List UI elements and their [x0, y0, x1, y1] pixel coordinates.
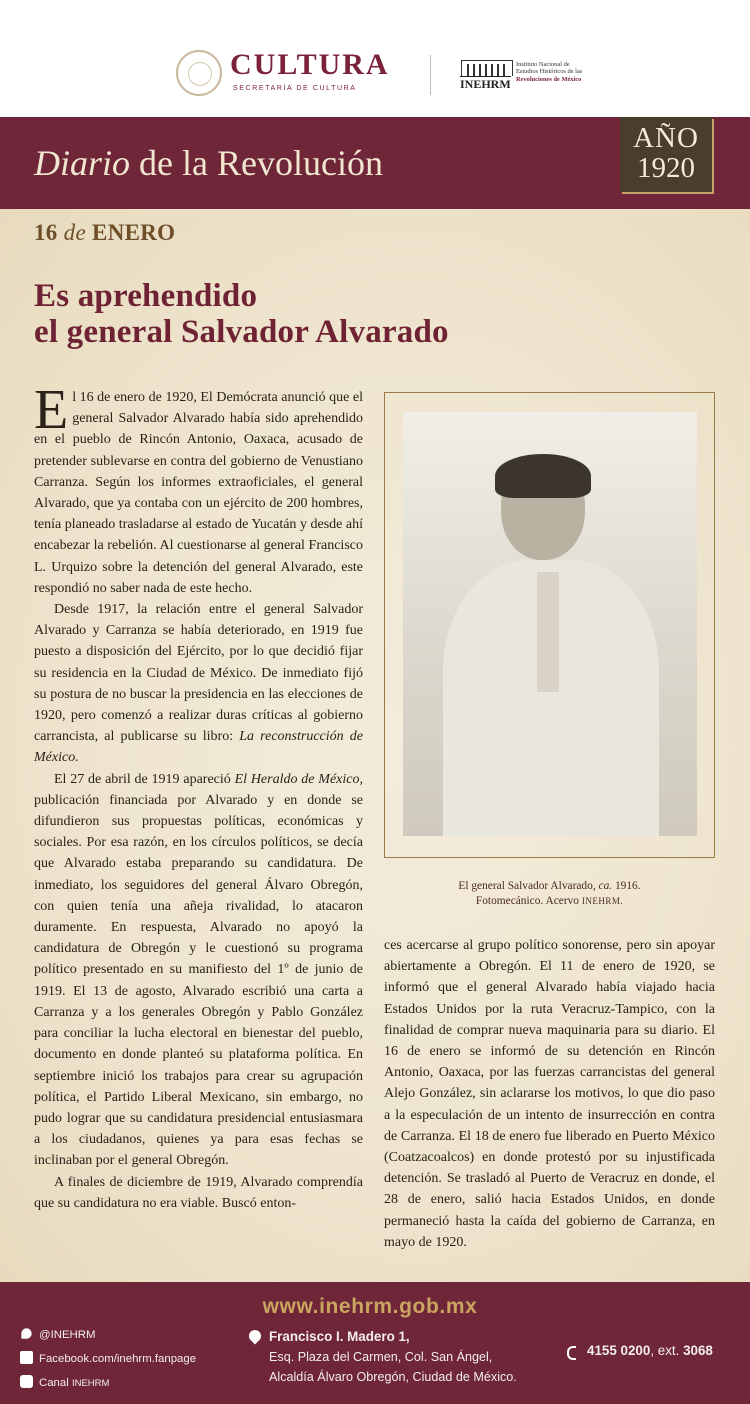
footer [0, 1282, 750, 1404]
address [269, 1327, 517, 1387]
article-column-right [384, 935, 715, 1253]
caption-inehrm: INEHRM. [581, 896, 624, 906]
inehrm-desc-line1: Instituto Nacional de [516, 61, 570, 68]
phone-number[interactable] [587, 1343, 713, 1358]
twitter-handle: @INEHRM [39, 1329, 96, 1341]
date-month: ENERO [92, 220, 176, 245]
address-line2: Esq. Plaza del Carmen, Col. San Ángel, [269, 1350, 493, 1364]
paragraph-1 [34, 379, 363, 599]
date-day: 16 [34, 220, 58, 245]
article-date [34, 220, 175, 246]
paragraph-3-text: publicación financiada por Alvarado y en donde se difundieron sus propuestas políticas, económicas y sociales. Por esa razón, en los círculos políticos, se decía que Alvarado estaba preparando su candidatura. De inmediato, los seguidores del general Álvaro Obregón, con quien tenía una añeja rivalidad, lo atacaron duramente. En respuesta, Alvarado no apoyó la candidatura de Obregón y le cuestionó su programa político presentado en su manifiesto del 1º de junio de 1919. El 13 de agosto, Alvarado escribió una carta a Carranza y a los generales Obregón y Pablo González para conciliar la lucha electoral en bienestar del pueblo, documento en donde planteó su plataforma política. En septiembre inició los trabajos para crear su agrupación política, el Partido Liberal Mexicano, sin embargo, no pudo lograr que su candidatura presidencial entusiasmara a los ciudadanos, quienes ya para esas fechas se inclinaban por el general Obregón. [34, 792, 363, 1169]
year-badge [620, 117, 712, 192]
caption-circa: ca. [598, 880, 613, 892]
article-headline [34, 278, 694, 350]
phone-main: 4155 0200 [587, 1343, 651, 1358]
facebook-url: Facebook.com/inehrm.fanpage [39, 1353, 197, 1365]
caption-text-a: El general Salvador Alvarado, [458, 880, 599, 892]
headline-line2: el general Salvador Alvarado [34, 314, 449, 350]
inehrm-desc-line2: Estudios Históricos de las [516, 68, 583, 76]
book-title: La reconstrucción de México. [34, 729, 363, 766]
newspaper-title: El Heraldo de México, [234, 771, 364, 787]
phone-ext: 3068 [683, 1343, 713, 1358]
inehrm-logo-text: INEHRM [460, 77, 511, 91]
cultura-logo-text: CULTURA [230, 48, 390, 81]
paragraph-2-text: Desde 1917, la relación entre el general Salvador Alvarado y Carranza se había deteriorado, en 1919 fue puesto a disposición del Ejército, por lo que decidió fijar su residencia en la Ciudad de México. De inmediato fijó su postura de no buscar la presidencia en las elecciones de 1920, pero comenzó a realizar duras críticas al gobierno carrancista, al publicarse su libro: [34, 602, 363, 745]
inehrm-desc-line3: Revoluciones de México [516, 75, 582, 83]
year-label: AÑO [633, 122, 699, 154]
photo-caption [384, 879, 715, 909]
website-link[interactable]: www.inehrm.gob.mx [262, 1295, 478, 1318]
youtube-channel: INEHRM [71, 1378, 110, 1389]
series-title-italic: Diario [34, 143, 131, 183]
logo-divider [430, 55, 431, 95]
series-title-rest: de la Revolución [130, 143, 383, 183]
facebook-link[interactable] [20, 1351, 196, 1365]
photo-figure-hair [495, 454, 591, 498]
national-seal-icon [176, 50, 222, 96]
paragraph-4 [34, 1172, 363, 1214]
caption-line1 [384, 879, 715, 894]
article-column-left [34, 379, 364, 1214]
drop-cap: E [34, 379, 69, 441]
headline-line1: Es aprehendido [34, 278, 258, 314]
address-line3: Alcaldía Álvaro Obregón, Ciudad de México. [269, 1370, 517, 1384]
photo-figure-tie [537, 572, 559, 692]
paragraph-3 [34, 769, 363, 1172]
address-line1: Francisco I. Madero 1, [269, 1329, 410, 1344]
location-pin-icon [247, 1328, 264, 1345]
portrait-photo [403, 412, 697, 836]
series-title [34, 141, 383, 185]
paragraph-5: ces acercarse al grupo político sonorense, pero sin apoyar abiertamente a Obregón. El 11 de enero de 1920, se informó que el general Alvarado había viajado hacia Estados Unidos por la ruta Veracruz-Tampico, con la finalidad de comprar nueva maquinaria para su diario. El 16 de enero se informó de su detención en Rincón Antonio, Oaxaca, por las fuerzas carrancistas del general Alejo González, sin aclararse los motivos, lo que dio paso a la especulación de un intento de insurrección en contra de Carranza. El 18 de enero fue liberado en Puerto México (Coatzacoalcos) en donde protestó por su injustificada detención. Se trasladó al Puerto de Veracruz en donde, el 28 de enero, salió hacia Estados Unidos, en donde permaneció hasta la caída del gobierno de Carranza, en mayo de 1920. [384, 938, 715, 1250]
twitter-icon [21, 1328, 31, 1338]
youtube-link[interactable] [20, 1375, 109, 1389]
year-value: 1920 [637, 152, 695, 184]
paragraph-2 [34, 599, 363, 769]
facebook-icon [20, 1351, 33, 1364]
youtube-label: Canal [39, 1377, 72, 1389]
date-de: de [63, 220, 86, 245]
inehrm-building-icon [461, 60, 513, 76]
cultura-subtitle: SECRETARÍA DE CULTURA [233, 85, 357, 92]
paragraph-4-text: A finales de diciembre de 1919, Alvarado comprendía que su candidatura no era viable. Buscó enton- [34, 1174, 363, 1211]
twitter-link[interactable] [20, 1327, 96, 1341]
inehrm-description [516, 61, 606, 83]
phone-icon [567, 1346, 576, 1360]
phone-ext-label: , ext. [650, 1343, 684, 1358]
paragraph-3-intro: El 27 de abril de 1919 apareció [54, 771, 235, 787]
youtube-icon [20, 1375, 33, 1388]
caption-year: 1916. [612, 880, 641, 892]
caption-line2 [384, 894, 715, 909]
caption-text-c: Fotomecánico. Acervo [475, 895, 582, 907]
paragraph-1-text: l 16 de enero de 1920, El Demócrata anunció que el general Salvador Alvarado había sido aprehendido en el pueblo de Rincón Antonio, Oaxaca, acusado de pretender sublevarse en contra del gobierno de Venustiano Carranza. Según los informes extraoficiales, el general Alvarado, que ya contaba con un ejército de 200 hombres, tenía planeado trasladarse al estado de Yucatán y desde ahí encabezar la rebelión. Al cuestionarse al general Francisco L. Urquizo sobre la detención del general Alvarado, este respondió no saber nada de este hecho. [34, 390, 363, 596]
